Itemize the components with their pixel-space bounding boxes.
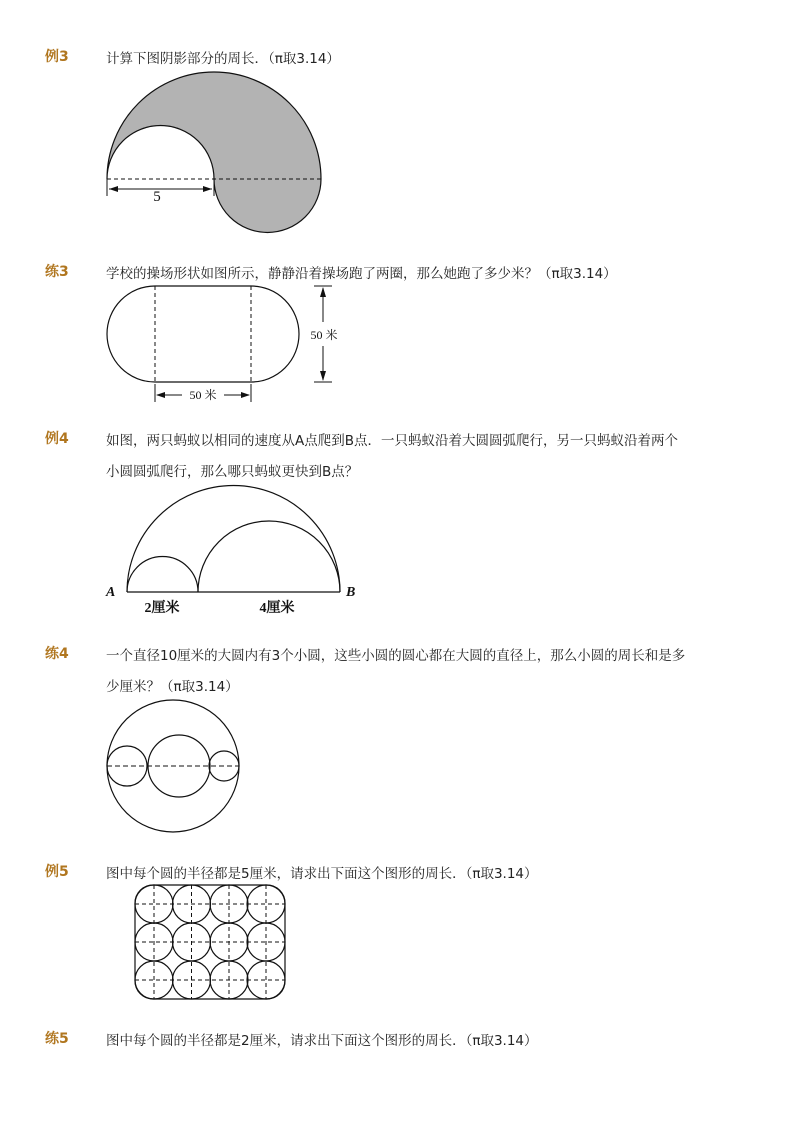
width-label: 50 米 (189, 388, 217, 402)
problem-text-pr4-line1: 一个直径10厘米的大圆内有3个小圆，这些小圆的圆心都在大圆的直径上，那么小圆的周长和是多 (106, 648, 686, 664)
figure-ant-arcs (100, 490, 365, 620)
problem-text-pr3: 学校的操场形状如图所示，静静沿着操场跑了两圈，那么她跑了多少米？（π取3.14） (106, 266, 617, 282)
large-semicircle (127, 486, 340, 593)
shaded-region (107, 72, 321, 232)
problem-label-ex5: 例5 (45, 864, 69, 880)
height-label: 50 米 (310, 328, 338, 342)
dim-label-5: 5 (153, 189, 161, 205)
problem-text-ex4-line2: 小圆圆弧爬行，那么哪只蚂蚁更快到B点？ (106, 464, 359, 480)
hdim-arrowhead-right (241, 392, 250, 398)
problem-label-pr5: 练5 (45, 1031, 69, 1047)
dim-arrowhead-right (203, 186, 212, 192)
small-semicircle-right (198, 521, 340, 592)
point-b: B (346, 585, 356, 600)
problem-label-pr4: 练4 (45, 646, 69, 662)
small-semicircle-left (127, 557, 198, 593)
problem-text-ex3: 计算下图阴影部分的周长．（π取3.14） (106, 51, 340, 67)
problem-text-ex4-line1: 如图，两只蚂蚁以相同的速度从A点爬到B点．一只蚂蚁沿着大圆圆弧爬行，另一只蚂蚁沿着两个 (106, 433, 678, 449)
problem-text-pr4-line2: 少厘米？（π取3.14） (106, 679, 239, 695)
track-outline (107, 286, 299, 382)
figure-circles-in-circle (100, 698, 250, 838)
point-a: A (106, 585, 116, 600)
figure-shaded-arcs (100, 70, 330, 238)
problem-label-pr3: 练3 (45, 264, 69, 280)
problem-label-ex3: 例3 (45, 49, 69, 65)
problem-label-ex4: 例4 (45, 431, 69, 447)
grid-circle (247, 885, 285, 923)
dim-arrowhead-left (109, 186, 118, 192)
hdim-arrowhead-left (156, 392, 165, 398)
problem-text-pr5: 图中每个圆的半径都是2厘米，请求出下面这个图形的周长．（π取3.14） (106, 1033, 538, 1049)
small-length-label: 2厘米 (144, 601, 180, 616)
problem-text-ex5: 图中每个圆的半径都是5厘米，请求出下面这个图形的周长．（π取3.14） (106, 866, 538, 882)
figure-track (100, 278, 360, 408)
big-length-label: 4厘米 (259, 601, 295, 616)
figure-circle-grid (130, 880, 290, 1006)
grid-circle (135, 885, 173, 923)
vdim-arrowhead-bottom (320, 371, 326, 381)
vdim-arrowhead-top (320, 287, 326, 297)
